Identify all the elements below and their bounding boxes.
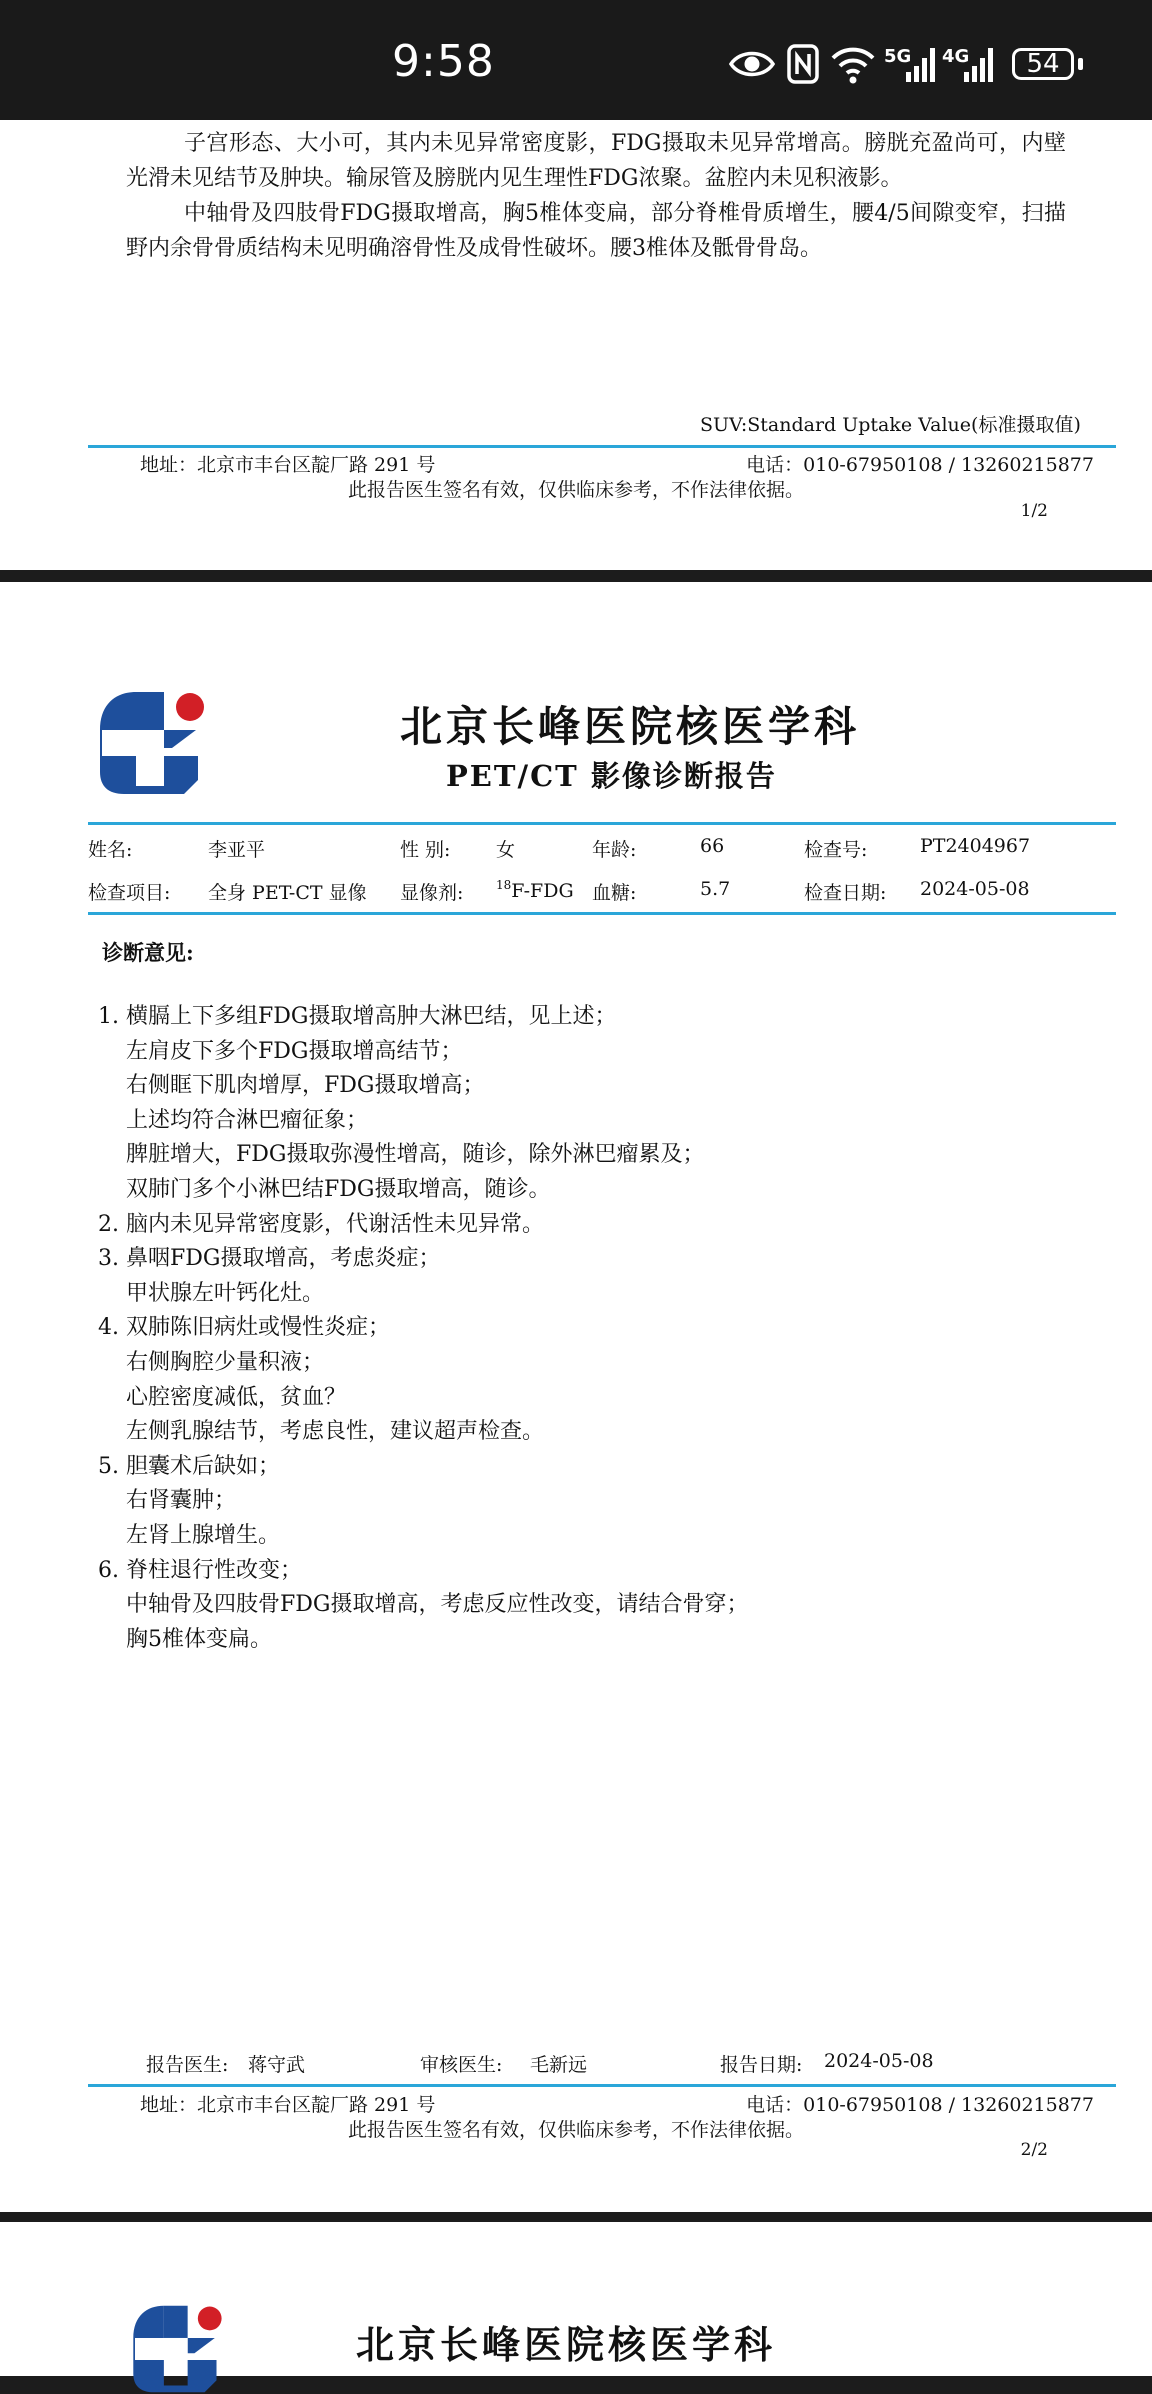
report-doctor: 蒋守武 [248,2054,306,2076]
diagnosis-line: 中轴骨及四肢骨FDG摄取增高，考虑反应性改变，请结合骨穿； [126,1592,749,1618]
battery-tip [1078,58,1083,70]
eye-icon [728,42,776,86]
diagnosis-heading: 诊断意见: [102,940,194,965]
diagnosis-line: 右侧眶下肌肉增厚，FDG摄取增高； [126,1073,485,1099]
network-4g-label: 4G [942,46,970,67]
patient-age: 66 [700,835,725,857]
report-page-1 [0,120,1152,570]
header-divider [88,822,1116,825]
hospital-title: 北京长峰医院核医学科 [356,2322,777,2367]
page-number: 2/2 [1020,2140,1048,2160]
exam-item: 全身 PET-CT 显像 [208,882,367,904]
address: 地址：北京市丰台区靛厂路 291 号 [140,2094,436,2116]
battery-level: 54 [1026,49,1060,79]
report-page-2 [0,582,1152,2212]
exam-date-label: 检查日期: [804,882,887,904]
agent-label: 显像剂: [400,882,464,904]
hospital-title: 北京长峰医院核医学科 [400,702,861,751]
age-label: 年龄: [592,839,637,861]
diagnosis-line: 脾脏增大，FDG摄取弥漫性增高，随诊，除外淋巴瘤累及； [126,1142,705,1168]
phone: 电话：010-67950108 / 13260215877 [746,454,1094,476]
clock: 9:58 [392,36,495,87]
glucose-value: 5.7 [700,878,731,900]
exam-no: PT2404967 [920,835,1031,857]
findings-paragraph: 子宫形态、大小可，其内未见异常密度影，FDG摄取未见异常增高。膀胱充盈尚可，内壁光滑未见结节及肿块。输尿管及膀胱内见生理性FDG浓聚。盆腔内未见积液影。 [126,131,1066,191]
diagnosis-line: 2. 脑内未见异常密度影，代谢活性未见异常。 [98,1211,544,1237]
hospital-logo [116,2304,244,2394]
disclaimer: 此报告医生签名有效，仅供临床参考，不作法律依据。 [347,479,804,501]
diagnosis-line: 双肺门多个小淋巴结FDG摄取增高，随诊。 [126,1176,551,1202]
network-5g-label: 5G [884,46,912,67]
exam-date: 2024-05-08 [920,878,1030,900]
address: 地址：北京市丰台区靛厂路 291 号 [140,454,436,476]
diagnosis-line: 4. 双肺陈旧病灶或慢性炎症； [98,1315,390,1341]
name-label: 姓名: [88,839,133,861]
status-bar [0,0,1152,120]
diagnosis-line: 3. 鼻咽FDG摄取增高，考虑炎症； [98,1246,441,1272]
findings-paragraph: 中轴骨及四肢骨FDG摄取增高，胸5椎体变扁，部分脊椎骨质增生，腰4/5间隙变窄，扫描野内余骨骨质结构未见明确溶骨性及成骨性破坏。腰3椎体及骶骨骨岛。 [126,201,1066,261]
diagnosis-line: 左侧乳腺结节，考虑良性，建议超声检查。 [126,1419,545,1445]
report-page-3 [0,2222,1152,2376]
sex-label: 性 别: [400,839,451,861]
battery-icon [1012,48,1074,80]
diagnosis-line: 心腔密度减低，贫血？ [126,1384,347,1410]
imaging-agent-name: F-FDG [511,880,574,902]
report-doctor-label: 报告医生: [146,2054,229,2076]
imaging-agent [496,878,574,902]
hospital-logo [98,690,212,796]
exam-no-label: 检查号: [804,839,868,861]
exam-item-label: 检查项目: [88,882,171,904]
signal-4g-icon [962,42,996,86]
diagnosis-line: 6. 脊柱退行性改变； [98,1557,302,1583]
signal-5g-icon [904,42,938,86]
page-number: 1/2 [1020,501,1048,521]
diagnosis-line: 右侧胸腔少量积液； [126,1349,325,1375]
diagnosis-line: 胸5椎体变扁。 [126,1626,272,1652]
disclaimer: 此报告医生签名有效，仅供临床参考，不作法律依据。 [347,2119,804,2141]
report-date-label: 报告日期: [720,2054,803,2076]
patient-sex: 女 [496,839,516,861]
diagnosis-line: 左肾上腺增生。 [126,1522,281,1548]
wifi-icon [830,42,876,86]
diagnosis-line: 左肩皮下多个FDG摄取增高结节； [126,1038,463,1064]
diagnosis-line: 甲状腺左叶钙化灶。 [126,1280,325,1306]
diagnosis-line: 5. 胆囊术后缺如； [98,1453,280,1479]
phone: 电话：010-67950108 / 13260215877 [746,2094,1094,2116]
report-date: 2024-05-08 [824,2050,934,2072]
isotope-superscript: 18 [496,878,512,892]
glucose-label: 血糖: [592,882,637,904]
footer-divider [88,445,1116,448]
footer-divider [88,2084,1116,2087]
review-doctor-label: 审核医生: [420,2054,503,2076]
info-divider [88,912,1116,915]
patient-name: 李亚平 [208,839,266,861]
diagnosis-line: 1. 横膈上下多组FDG摄取增高肿大淋巴结，见上述； [98,1004,617,1029]
nfc-icon [786,42,820,86]
diagnosis-list [98,1000,748,1657]
diagnosis-line: 右肾囊肿； [126,1488,237,1514]
suv-note: SUV:Standard Uptake Value(标准摄取值) [700,414,1081,436]
diagnosis-line: 上述均符合淋巴瘤征象； [126,1107,369,1133]
report-title: PET/CT 影像诊断报告 [446,759,777,793]
review-doctor: 毛新远 [530,2054,588,2076]
